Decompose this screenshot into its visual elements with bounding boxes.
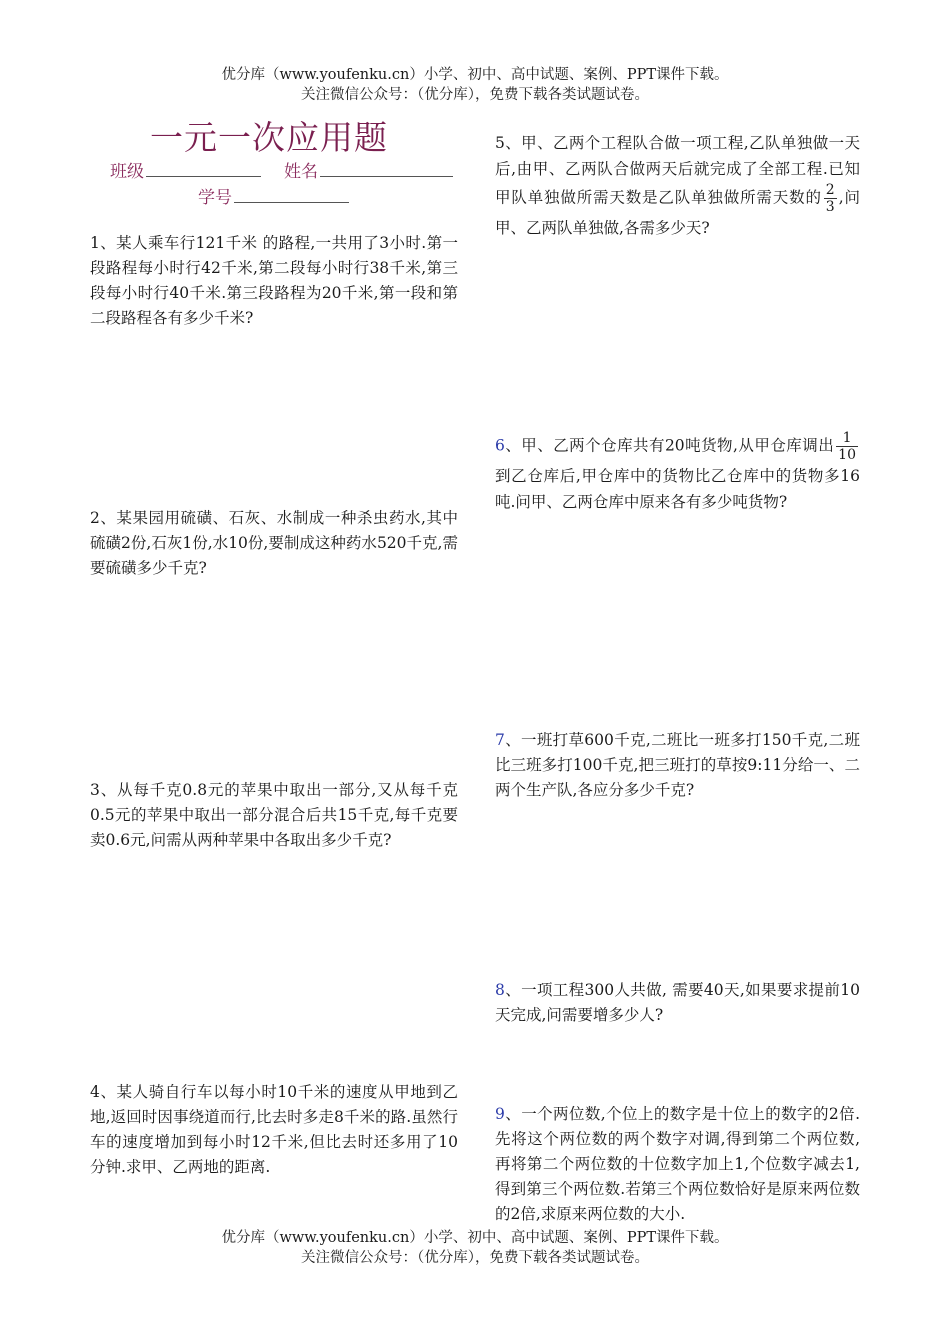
question-text: 、甲、乙两个工程队合做一项工程,乙队单独做一天后,由甲、乙两队合做两天后就完成了全部工程.已知甲队单独做所需天数是乙队单独做所需天数的 [495,134,860,207]
fraction-numerator: 2 [825,182,835,198]
fraction-denominator: 3 [825,199,835,215]
question-number: 6 [495,436,505,455]
name-label: 姓名 [284,162,318,182]
question-text: 、一班打草600千克,二班比一班多打150千克,二班比三班多打100千克,把三班打的草按9:11分给一、二两个生产队,各应分多少千克? [495,731,860,799]
name-field [284,157,453,182]
question-text-cont: ,问甲、乙两队单独做,各需多少天? [495,188,860,237]
question-number: 4 [90,1083,100,1101]
class-label: 班级 [110,162,144,182]
footer-line-1: 优分库（www.youfenku.cn）小学、初中、高中试题、案例、PPT课件下载。 [221,1230,729,1246]
header-line-2: 关注微信公众号：（优分库），免费下载各类试题试卷。 [301,87,649,103]
question-9 [495,1102,860,1227]
question-number: 9 [495,1105,505,1123]
question-4 [90,1080,458,1180]
fraction-one-tenth [836,430,858,463]
question-3 [90,778,458,853]
question-1 [90,231,458,331]
question-number: 2 [90,509,100,527]
class-field [110,157,261,182]
question-2 [90,506,458,581]
question-text: 、甲、乙两个仓库共有20吨货物,从甲仓库调出 [504,436,835,455]
question-8 [495,978,860,1028]
question-text-cont: 到乙仓库后,甲仓库中的货物比乙仓库中的货物多16吨.问甲、乙两仓库中原来各有多少吨货物? [495,467,860,511]
id-label: 学号 [198,188,232,208]
question-number: 1 [90,234,100,252]
question-number: 3 [90,781,100,799]
fraction-two-thirds [824,182,837,215]
question-5 [495,130,860,241]
question-text: 、某果园用硫磺、石灰、水制成一种杀虫药水,其中硫磺2份,石灰1份,水10份,要制成这种药水520千克,需要硫磺多少千克? [90,509,458,577]
id-blank [234,201,349,203]
name-blank [320,175,453,177]
question-text: 、从每千克0.8元的苹果中取出一部分,又从每千克0.5元的苹果中取出一部分混合后共15千克,每千克要卖0.6元,问需从两种苹果中各取出多少千克? [90,781,458,849]
question-text: 、一个两位数,个位上的数字是十位上的数字的2倍.先将这个两位数的两个数字对调,得到第二个两位数,再将第二个两位数的十位数字加上1,个位数字减去1,得到第三个两位数.若第三个两位数恰好是原来两位数的2倍,求原来两位数的大小. [495,1105,860,1223]
question-number: 8 [495,981,505,999]
question-number: 5 [495,134,505,152]
fraction-numerator: 1 [842,430,852,446]
header-line-1: 优分库（www.youfenku.cn）小学、初中、高中试题、案例、PPT课件下载。 [221,67,729,83]
question-6 [495,430,860,515]
page-title: 一元一次应用题 [150,118,388,157]
fraction-denominator: 10 [838,447,856,463]
question-number: 7 [495,731,505,749]
question-text: 、某人骑自行车以每小时10千米的速度从甲地到乙地,返回时因事绕道而行,比去时多走8千米的路.虽然行车的速度增加到每小时12千米,但比去时还多用了10分钟.求甲、乙两地的距离. [90,1083,458,1176]
question-text: 、一项工程300人共做, 需要40天,如果要求提前10天完成,问需要增多少人? [495,981,860,1024]
class-blank [146,175,261,177]
question-7 [495,728,860,803]
question-text: 、某人乘车行121千米 的路程,一共用了3小时.第一段路程每小时行42千米,第二段每小时行38千米,第三段每小时行40千米.第三段路程为20千米,第一段和第二段路程各有多少千米? [90,234,458,327]
id-field [198,183,349,208]
footer-line-2: 关注微信公众号：（优分库），免费下载各类试题试卷。 [301,1250,649,1266]
